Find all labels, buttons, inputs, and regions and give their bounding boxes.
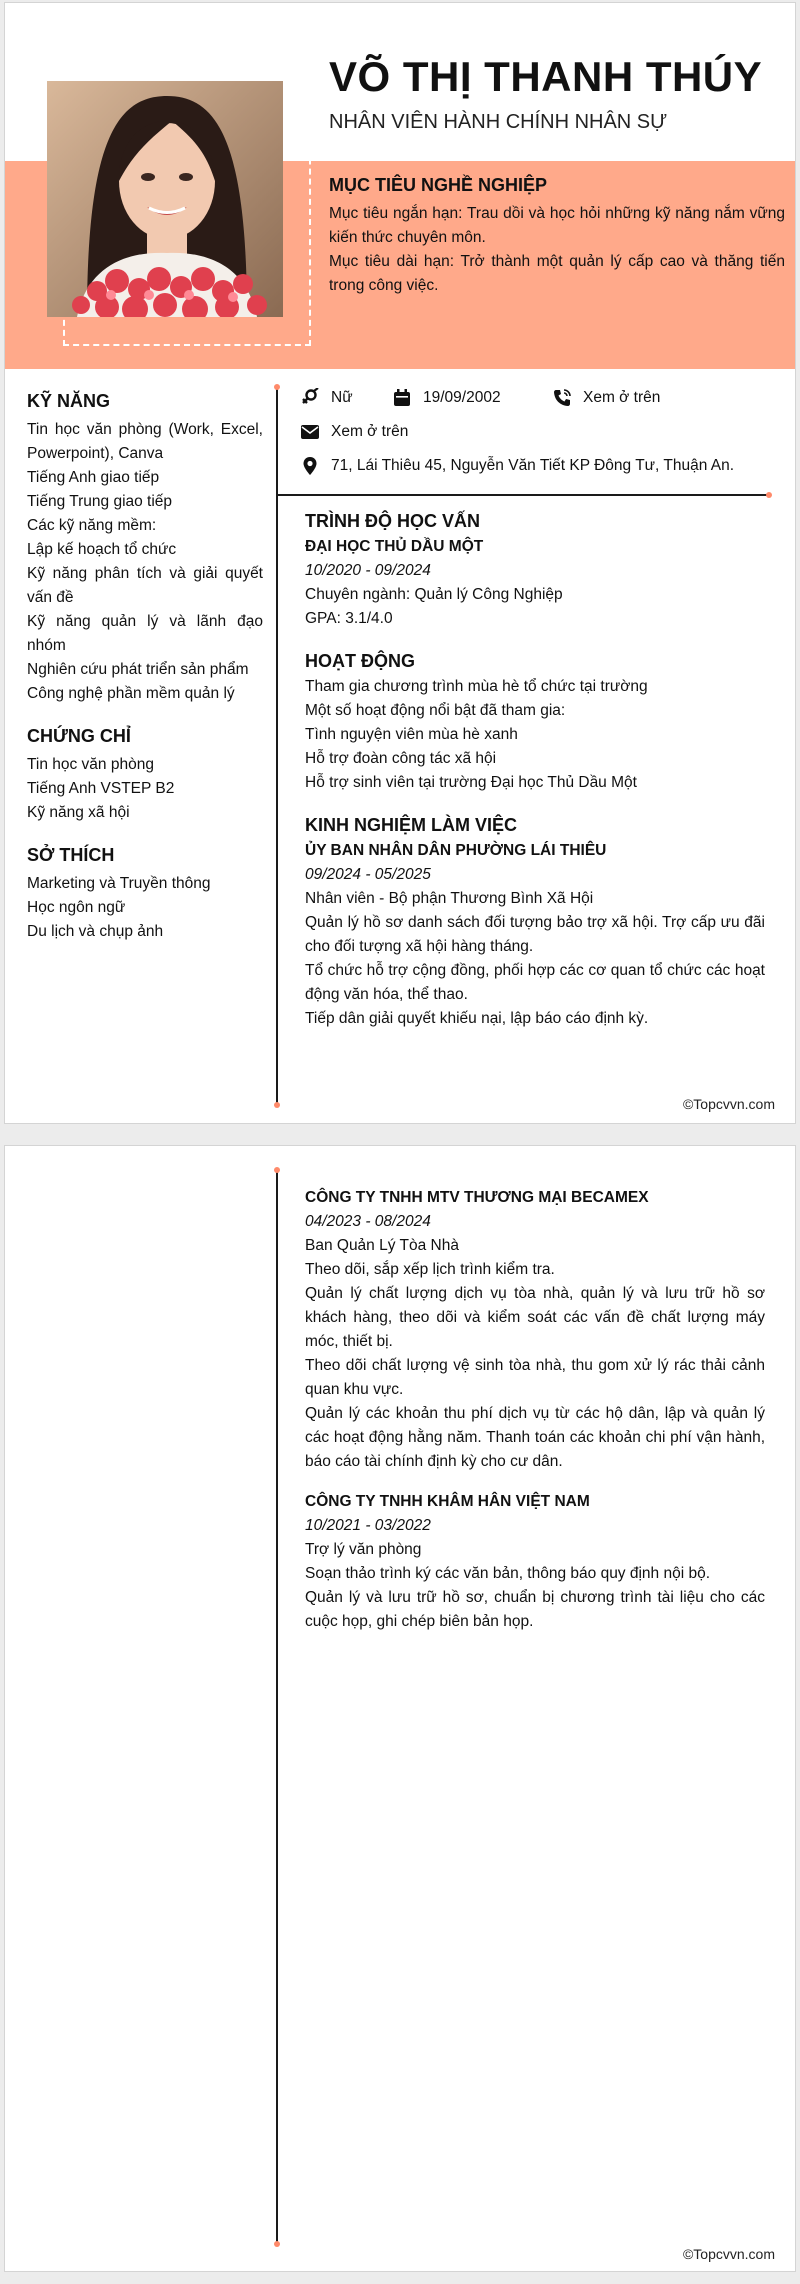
skills-title: KỸ NĂNG [27,391,111,411]
job-position: Trợ lý văn phòng [305,1541,422,1558]
education-section [305,509,765,631]
divider-dot-top [274,1167,280,1173]
activity-line: Hỗ trợ sinh viên tại trường Đại học Thủ Dầu Một [305,774,637,791]
job-line: Quản lý hồ sơ danh sách đối tượng bảo trợ xã hội. Trợ cấp ưu đãi cho đối tượng xã hội hàng tháng. [305,914,765,955]
divider-dot-top [274,384,280,390]
job-line: Theo dõi chất lượng vệ sinh tòa nhà, thu gom xử lý rác thải cảnh quan khu vực. [305,1357,765,1398]
job-period: 04/2023 - 08/2024 [305,1213,431,1230]
certificate-item: Tiếng Anh VSTEP B2 [27,780,175,797]
gender-value: Nữ [331,389,353,406]
column-divider [276,1170,278,2244]
certificate-item: Tin học văn phòng [27,756,154,773]
candidate-name: VÕ THỊ THANH THÚY [329,53,763,100]
activities-section [305,649,765,795]
calendar-icon [391,387,413,409]
email-value: Xem ở trên [331,423,409,440]
envelope-icon [299,421,321,443]
objective-long-term: Mục tiêu dài hạn: Trở thành một quản lý cấp cao và thăng tiến trong công việc. [329,253,785,294]
skill-item: Tiếng Trung giao tiếp [27,493,173,510]
candidate-role: NHÂN VIÊN HÀNH CHÍNH NHÂN SỰ [329,111,668,133]
skill-item: Kỹ năng phân tích và giải quyết vấn đề [27,565,263,606]
job-org: CÔNG TY TNHH MTV THƯƠNG MẠI BECAMEX [305,1189,649,1206]
skill-item: Các kỹ năng mềm: [27,517,157,534]
job-line: Theo dõi, sắp xếp lịch trình kiểm tra. [305,1261,555,1278]
footer-watermark: ©Topcvvn.com [682,2246,775,2262]
contact-gender [299,387,353,409]
skill-item: Kỹ năng quản lý và lãnh đạo nhóm [27,613,263,654]
skill-item: Tin học văn phòng (Work, Excel, Powerpoint), Canva [27,421,263,462]
divider-dot-bottom [274,1102,280,1108]
right-column-page-2 [305,1186,765,1650]
divider-dot-bottom [274,2241,280,2247]
contact-divider-dot [766,492,772,498]
contact-birthday [391,387,501,409]
hobby-item: Marketing và Truyền thông [27,875,211,892]
job-line: Quản lý các khoản thu phí dịch vụ từ các hộ dân, lập và quản lý các hoạt động hằng năm. Thanh toán các khoản chi phí vận hành, báo cáo tài chính định kỳ cho cư dân. [305,1405,765,1470]
job-period: 09/2024 - 05/2025 [305,866,431,883]
job-position: Ban Quản Lý Tòa Nhà [305,1237,459,1254]
activity-line: Một số hoạt động nổi bật đã tham gia: [305,702,566,719]
experience-section [305,813,765,1031]
footer-watermark: ©Topcvvn.com [682,1096,775,1112]
objective-title: MỤC TIÊU NGHỀ NGHIỆP [329,175,548,195]
right-column-page-1 [305,509,765,1049]
activity-line: Tình nguyện viên mùa hè xanh [305,726,518,743]
phone-value: Xem ở trên [583,389,661,406]
skill-item: Tiếng Anh giao tiếp [27,469,160,486]
phone-icon [551,387,573,409]
certificates-title: CHỨNG CHỈ [27,726,131,746]
hobbies-section [27,845,263,944]
job-org: CÔNG TY TNHH KHÂM HÂN VIỆT NAM [305,1493,590,1510]
experience-title: KINH NGHIỆM LÀM VIỆC [305,815,518,835]
skill-item: Nghiên cứu phát triển sản phẩm [27,661,249,678]
education-title: TRÌNH ĐỘ HỌC VẤN [305,511,480,531]
profile-photo [47,81,283,317]
job-line: Quản lý chất lượng dịch vụ tòa nhà, quản lý và lưu trữ hồ sơ khách hàng, theo dõi và kiểm soát các vấn đề chất lượng máy móc, thiết bị. [305,1285,765,1350]
portrait-illustration [47,81,283,317]
job-line: Tổ chức hỗ trợ cộng đồng, phối hợp các cơ quan tổ chức các hoạt động văn hóa, thể thao. [305,962,765,1003]
education-gpa: GPA: 3.1/4.0 [305,610,393,627]
job-line: Tiếp dân giải quyết khiếu nại, lập báo cáo định kỳ. [305,1010,649,1027]
job-entry [305,1490,765,1634]
job-position: Nhân viên - Bộ phận Thương Bình Xã Hội [305,890,594,907]
hobby-item: Học ngôn ngữ [27,899,126,916]
contact-section [299,387,769,489]
hobby-item: Du lịch và chụp ảnh [27,923,164,940]
job-period: 10/2021 - 03/2022 [305,1517,431,1534]
contact-phone [551,387,660,409]
birthday-value: 19/09/2002 [423,389,501,406]
objective-short-term: Mục tiêu ngắn hạn: Trau dồi và học hỏi những kỹ năng nắm vững kiến thức chuyên môn. [329,205,785,246]
contact-email [299,421,408,443]
skills-section [27,391,263,706]
education-school: ĐẠI HỌC THỦ DẦU MỘT [305,538,484,555]
hobbies-title: SỞ THÍCH [27,845,115,865]
activity-line: Tham gia chương trình mùa hè tổ chức tại trường [305,678,648,695]
objective-section [329,175,785,298]
contact-divider [276,494,770,496]
address-value: 71, Lái Thiêu 45, Nguyễn Văn Tiết KP Đông Tư, Thuận An. [331,457,735,474]
job-line: Soạn thảo trình ký các văn bản, thông báo quy định nội bộ. [305,1565,711,1582]
job-line: Quản lý và lưu trữ hồ sơ, chuẩn bị chương trình tài liệu cho các cuộc họp, ghi chép biên bản họp. [305,1589,765,1630]
job-org: ỦY BAN NHÂN DÂN PHƯỜNG LÁI THIÊU [305,842,607,859]
cv-page-1 [4,2,796,1124]
location-pin-icon [299,455,321,477]
certificate-item: Kỹ năng xã hội [27,804,130,821]
activity-line: Hỗ trợ đoàn công tác xã hội [305,750,497,767]
skill-item: Công nghệ phần mềm quản lý [27,685,235,702]
cv-page-2 [4,1145,796,2272]
job-entry [305,1186,765,1474]
skill-item: Lập kế hoạch tổ chức [27,541,177,558]
activities-title: HOẠT ĐỘNG [305,651,415,671]
gender-icon [299,387,321,409]
contact-address [299,455,734,477]
education-major: Chuyên ngành: Quản lý Công Nghiệp [305,586,563,603]
left-column [27,391,263,964]
certificates-section [27,726,263,825]
education-period: 10/2020 - 09/2024 [305,562,431,579]
job-entry [305,839,765,1031]
